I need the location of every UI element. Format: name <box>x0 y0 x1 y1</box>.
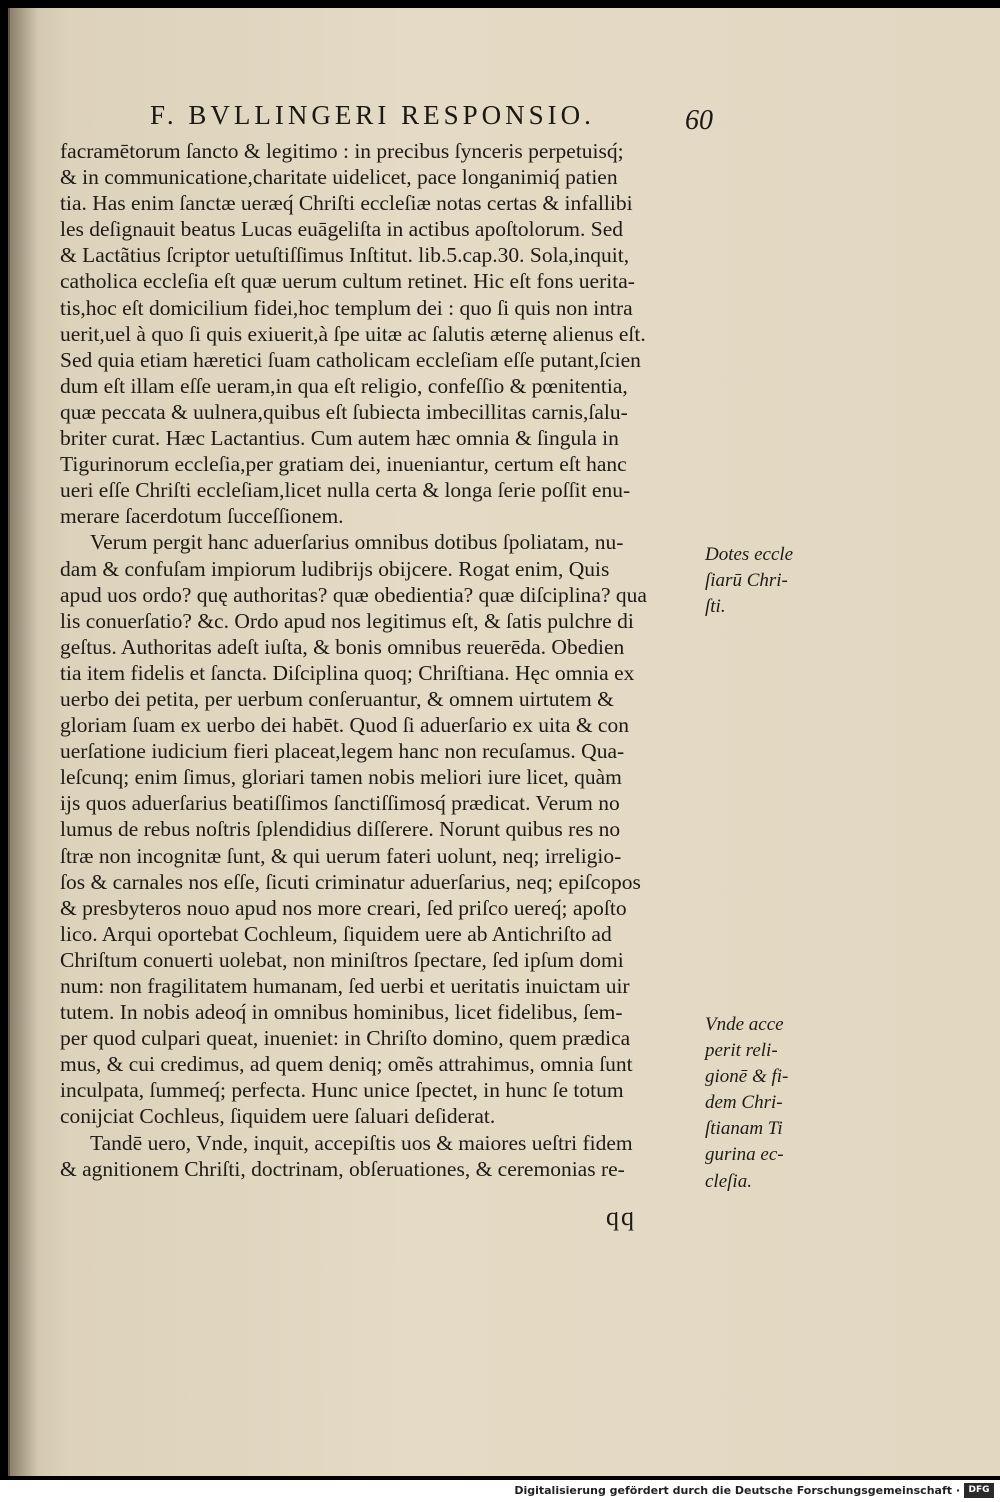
text-line: conijciat Cochleus, ſiquidem uere ſaluari deſiderat. <box>60 1104 496 1129</box>
text-line: uerbo dei petita, per uerbum conſeruantur, & omnem uirtutem & <box>60 686 614 711</box>
text-line: lico. Arqui oportebat Cochleum, ſiquidem uere ab Antichriſto ad <box>60 921 612 946</box>
text-line: lis conuerſatio? &c. Ordo apud nos legitimus eſt, & ſatis pulchre di <box>60 608 634 633</box>
text-line: Tigurinorum eccleſia,per gratiam dei, inueniantur, certum eſt hanc <box>60 452 627 477</box>
text-line: ijs quos aduerſarius beatiſſimos ſanctiſſimosq́ prædicat. Verum no <box>60 791 620 816</box>
text-line: tis,hoc eſt domicilium fidei,hoc templum dei : quo ſi quis non intra <box>60 295 633 320</box>
text-line: briter curat. Hæc Lactantius. Cum autem hæc omnia & ſingula in <box>60 426 619 451</box>
margin-note-dotes <box>705 542 815 620</box>
text-line: quæ peccata & uulnera,quibus eſt ſubiecta imbecillitas carnis,ſalu- <box>60 399 628 424</box>
running-head: F. BVLLINGERI RESPONSIO. <box>150 100 595 130</box>
margin-note-line: ſtianam Ti <box>705 1118 783 1140</box>
page-number: 60 <box>685 105 713 136</box>
text-line: Sed quia etiam hæretici ſuam catholicam eccleſiam eſſe putant,ſcien <box>60 347 641 372</box>
text-line: inculpata, ſummeq́; perfecta. Hunc unice ſpectet, in hunc ſe totum <box>60 1078 624 1103</box>
funding-credit: Digitalisierung gefördert durch die Deutsche Forschungsgemeinschaft · <box>514 1484 960 1497</box>
margin-note-line: Dotes eccle <box>705 544 794 565</box>
margin-note-unde <box>705 1012 788 1195</box>
text-line: Verum pergit hanc aduerſarius omnibus dotibus ſpoliatam, nu- <box>90 530 624 555</box>
text-line: ſtræ non incognitæ ſunt, & qui uerum fateri uolunt, neq; irreligio- <box>60 843 622 868</box>
body-text <box>60 138 720 1182</box>
margin-note-line: ſti. <box>705 596 726 618</box>
text-line: per quod culpari queat, inueniet: in Chriſto domino, quem prædica <box>60 1026 631 1051</box>
text-line: ueri eſſe Chriſti eccleſiam,licet nulla certa & longa ſerie poſſit enu- <box>60 478 631 503</box>
text-line: tia. Has enim ſanctæ ueræq́ Chriſti eccleſiæ notas certas & infallibi <box>60 191 633 216</box>
text-line: & agnitionem Chriſti, doctrinam, obſeruationes, & ceremonias re- <box>60 1156 625 1181</box>
text-line: num: non fragilitatem humanam, ſed uerbi et ueritatis inuictam uir <box>60 974 630 998</box>
text-line: dam & confuſam impiorum ludibrijs obijcere. Rogat enim, Quis <box>60 556 610 581</box>
text-line: Tandē uero, Vnde, inquit, accepiſtis uos & maiores ueſtri fidem <box>90 1130 633 1155</box>
text-line: tia item fidelis et ſancta. Diſciplina quoq; Chriſtiana. Hęc omnia ex <box>60 660 635 685</box>
text-line: gloriam ſuam ex uerbo dei habēt. Quod ſi aduerſario ex uita & con <box>60 713 629 738</box>
text-line: apud uos ordo? quę authoritas? quæ obedientia? quæ diſciplina? qua <box>60 582 647 607</box>
text-line: dum eſt illam eſſe ueram,in qua eſt religio, confeſſio & pœnitentia, <box>60 373 628 398</box>
margin-note-line: dem Chri- <box>705 1092 783 1114</box>
gutter-shadow <box>8 8 38 1476</box>
footer-bar <box>0 1480 1000 1502</box>
margin-notes <box>705 542 815 1192</box>
text-line: les deſignauit beatus Lucas euāgeliſta in actibus apoſtolorum. Sed <box>60 217 624 242</box>
text-line: catholica eccleſia eſt quæ uerum cultum retinet. Hic eſt fons uerita- <box>60 269 635 294</box>
text-line: geſtus. Authoritas adeſt iuſta, & bonis omnibus reuerēda. Obedien <box>60 634 625 659</box>
margin-note-line: perit reli- <box>705 1040 778 1062</box>
text-line: mus, & cui credimus, ad quem deniq; omẽs attrahimus, omnia ſunt <box>60 1052 633 1077</box>
signature-mark: qq <box>606 1202 636 1231</box>
text-line: Chriſtum conuerti uolebat, non miniſtros ſpectare, ſed ipſum domi <box>60 947 624 972</box>
text-line: uerſatione iudicium fieri placeat,legem hanc non recuſamus. Qua- <box>60 739 625 764</box>
text-line: & in communicatione,charitate uidelicet, pace longanimiq́ patien <box>60 165 618 190</box>
margin-note-line: ſiarū Chri- <box>705 570 788 592</box>
text-line: uerit,uel à quo ſi quis exiuerit,à ſpe uitæ ac ſalutis æternę alienus eſt. <box>60 321 646 346</box>
dfg-logo: DFG <box>964 1483 994 1498</box>
text-line: lumus de rebus noſtris ſplendidius diſſerere. Norunt quibus res no <box>60 817 621 842</box>
text-line: ſos & carnales nos eſſe, ſicuti criminatur aduerſarius, neq; epiſcopos <box>60 869 641 894</box>
text-line: merare ſacerdotum ſucceſſionem. <box>60 504 344 529</box>
text-line: & Lactãtius ſcriptor uetuſtiſſimus Inſtitut. lib.5.cap.30. Sola,inquit, <box>60 243 630 268</box>
text-line: leſcunq; enim ſimus, gloriari tamen nobis meliori iure licet, quàm <box>60 765 622 790</box>
margin-note-line: gionē & fi- <box>705 1066 789 1088</box>
text-line: facramētorum ſancto & legitimo : in precibus ſynceris perpetuisq́; <box>60 139 624 163</box>
text-line: & presbyteros nouo apud nos more creari, ſed priſco uereq́; apoſto <box>60 895 627 920</box>
margin-note-line: Vnde acce <box>705 1014 784 1035</box>
text-line: tutem. In nobis adeoq́ in omnibus hominibus, licet fidelibus, ſem- <box>60 1000 623 1025</box>
margin-note-line: cleſia. <box>705 1170 752 1192</box>
margin-note-line: gurina ec- <box>705 1144 784 1166</box>
